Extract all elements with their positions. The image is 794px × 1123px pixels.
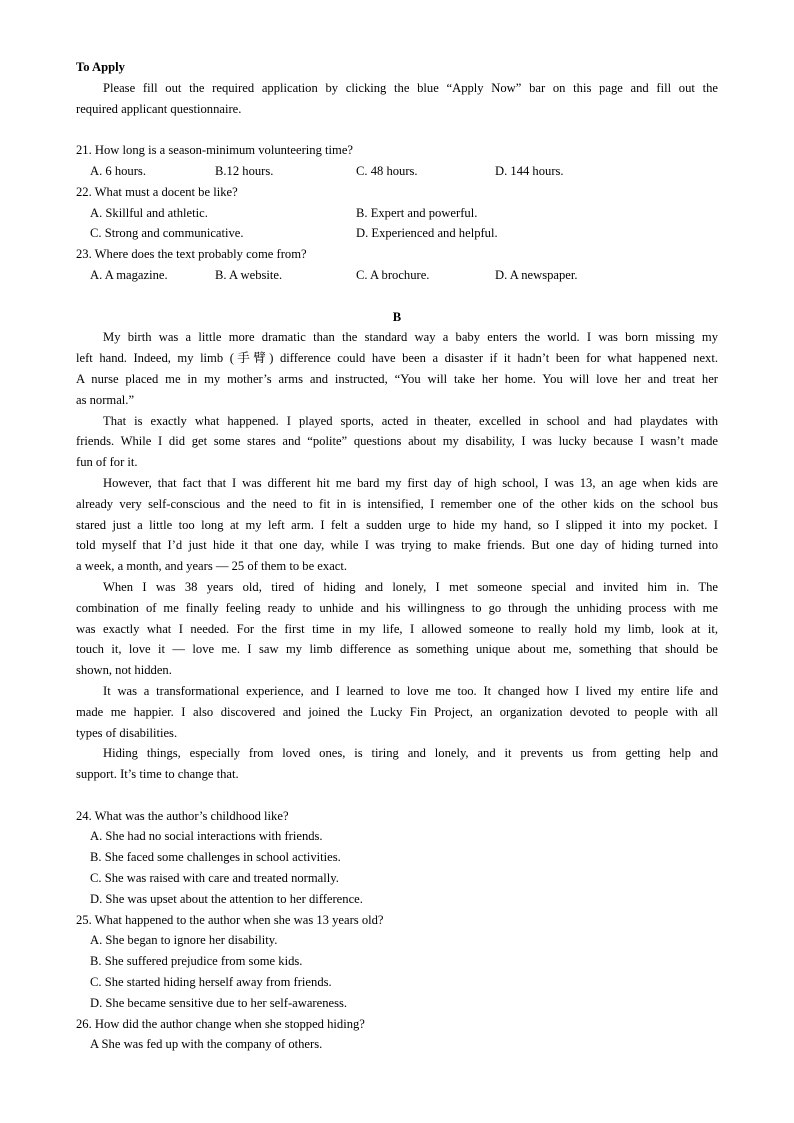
option-b: B. She faced some challenges in school activities. (90, 850, 341, 865)
passage-line: When I was 38 years old, tired of hiding and lonely, I met someone special and invited him in. The (103, 579, 718, 594)
option-d: D. She was upset about the attention to her difference. (90, 891, 363, 906)
passage-line: My birth was a little more dramatic than the standard way a baby enters the world. I was born missing my (103, 330, 718, 345)
passage-line: already very self-conscious and the need to fit in is intensified, I remember one of the other kids on the school bus (76, 496, 718, 511)
option-a: A. She began to ignore her disability. (90, 933, 278, 948)
passage-line: made me happier. I also discovered and joined the Lucky Fin Project, an organization devoted to people with all (76, 704, 718, 719)
question-24-stem: 24. What was the author’s childhood like? (76, 808, 289, 823)
passage-line: left hand. Indeed, my limb (手臂) difference could have been a disaster if it hadn’t been for what happened next. (76, 351, 718, 366)
section-heading-b: B (392, 309, 402, 324)
passage-line: told myself that I’d just hide it that one day, while I was trying to make friends. But one day of hiding turned into (76, 538, 718, 553)
option-c: C. Strong and communicative. (90, 226, 244, 241)
option-a: A. 6 hours. (90, 163, 146, 178)
apply-paragraph-line: required applicant questionnaire. (76, 101, 242, 116)
passage-line: was exactly what I needed. For the first time in my life, I allowed someone to really hold my limb, look at it, (76, 621, 718, 636)
passage-line: combination of me finally feeling ready to unhide and his willingness to go through the unhiding process with me (76, 600, 718, 615)
option-a: A She was fed up with the company of others. (90, 1037, 323, 1052)
question-21-stem: 21. How long is a season-minimum volunteering time? (76, 143, 354, 158)
question-23-options (76, 265, 718, 286)
question-25-stem: 25. What happened to the author when she was 13 years old? (76, 912, 384, 927)
document-page (76, 57, 718, 1055)
spacer (76, 119, 718, 140)
passage-line: stared just a little too long at my left arm. I felt a sudden urge to hide my hand, so I slipped it into my pocket. I (76, 517, 718, 532)
option-a: A. A magazine. (90, 267, 168, 282)
option-b: B. Expert and powerful. (356, 205, 478, 220)
passage-line: types of disabilities. (76, 725, 178, 740)
question-23-stem: 23. Where does the text probably come from? (76, 247, 307, 262)
option-b: B. She suffered prejudice from some kids. (90, 954, 303, 969)
option-c: C. She started hiding herself away from friends. (90, 975, 332, 990)
passage-line: touch it, love it — love me. I saw my limb difference as something unique about me, something that should be (76, 642, 718, 657)
passage-line: fun of for it. (76, 455, 138, 470)
option-d: D. Experienced and helpful. (356, 226, 498, 241)
option-c: C. She was raised with care and treated normally. (90, 871, 339, 886)
option-b: B. A website. (215, 267, 283, 282)
spacer (76, 286, 718, 307)
question-22-stem: 22. What must a docent be like? (76, 184, 238, 199)
option-a: A. Skillful and athletic. (90, 205, 208, 220)
option-c: C. A brochure. (356, 267, 430, 282)
passage-line: Hiding things, especially from loved ones, is tiring and lonely, and it prevents us from getting help and (103, 746, 718, 761)
question-21-options (76, 161, 718, 182)
passage-line: It was a transformational experience, and I learned to love me too. It changed how I lived my entire life and (103, 683, 718, 698)
question-26-stem: 26. How did the author change when she stopped hiding? (76, 1016, 365, 1031)
apply-paragraph-line: Please fill out the required application by clicking the blue “Apply Now” bar on this page and fill out the (103, 80, 718, 95)
option-a: A. She had no social interactions with friends. (90, 829, 323, 844)
option-d: D. She became sensitive due to her self-awareness. (90, 995, 348, 1010)
passage-line: support. It’s time to change that. (76, 767, 239, 782)
section-heading-to-apply: To Apply (76, 60, 125, 74)
passage-line: shown, not hidden. (76, 663, 172, 678)
option-d: D. 144 hours. (495, 163, 564, 178)
passage-line: a week, a month, and years — 25 of them to be exact. (76, 559, 348, 574)
passage-line: as normal.” (76, 392, 135, 407)
spacer (76, 785, 718, 806)
passage-line: A nurse placed me in my mother’s arms and instructed, “You will take her home. You will love her and treat her (76, 371, 718, 386)
option-d: D. A newspaper. (495, 267, 578, 282)
passage-line: However, that fact that I was different hit me bard my first day of high school, I was 13, an age when kids are (103, 475, 718, 490)
passage-line: friends. While I did get some stares and “polite” questions about my disability, I was lucky because I wasn’t made (76, 434, 718, 449)
question-22-options (76, 223, 718, 244)
option-c: C. 48 hours. (356, 163, 418, 178)
option-b: B.12 hours. (215, 163, 274, 178)
question-22-options (76, 203, 718, 224)
passage-line: That is exactly what happened. I played sports, acted in theater, excelled in school and had playdates with (103, 413, 718, 428)
